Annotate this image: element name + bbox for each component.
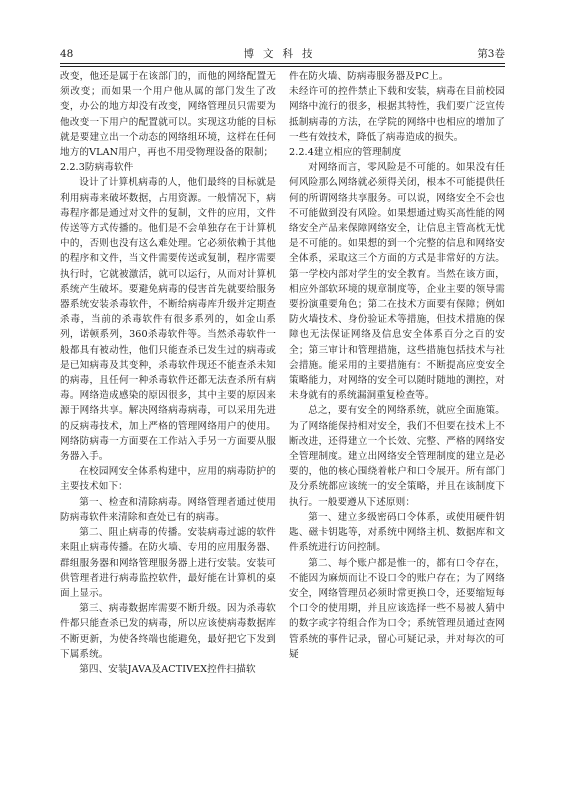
- section-heading: 2.2.4建立相应的管理制度: [289, 147, 402, 159]
- body-paragraph: 第二、阻止病毒的传播。安装病毒过滤的软件来阻止病毒传播。在防火墙、专用的应用服务器、群组服务器和网络管理服务器上进行安装。安装可供管理者进行病毒监控软件，最好能在计算机的桌面上显示。: [60, 527, 276, 599]
- body-paragraph: 第三、病毒数据库需要不断升级。因为杀毒软件都只能查杀已发的病毒，所以应该使病毒数据库不断更新，为使各终端也能避免，最好把它下发到下属系统。: [60, 603, 276, 660]
- body-paragraph: 第二、每个账户都是惟一的，都有口令存在，不能因为麻烦而让不设口令的账户存在；为了网络安全，网络管理员必须时常更换口令，还要缩短每个口令的使用期，并且应该选择一些不易被人猜中的数字或字符组合作为口令；系统管理员通过查网管系统的事件记录，留心可疑记录，并对每次的可疑: [289, 557, 505, 660]
- body-paragraph: 在校园网安全体系构建中，应用的病毒防护的主要技术如下：: [60, 466, 276, 493]
- body-paragraph: 改变，他还是属于在该部门的，而他的网络配置无须改变；而如果一个用户他从属的部门发生了改变，办公的地方却没有改变，网络管理员只需要为他改变一下用户的配置就可以。实现这功能的目标就是要建立出一个动态的网络组环境，这样在任何地方的VLAN用户，再也不用受物理设备的限制；: [60, 71, 276, 159]
- page-header: [60, 46, 505, 62]
- body-paragraph: 未经许可的控件禁止下载和安装，病毒在目前校园网络中流行的很多，根据其特性，我们要广泛宣传抵制病毒的方法，在学院的网络中也相应的增加了一些有效技术，降低了病毒造成的损失。: [289, 86, 505, 143]
- body-paragraph: 总之，要有安全的网络系统，就应全面施策。为了网络能保持相对安全，我们不但要在技术上不断改进，还得建立一个长效、完整、严格的网络安全管理制度。建立出网络安全管理制度的建立是必要的，他的核心围绕着帐户和口令展开。所有部门及分系统都应该统一的安全策略，并且在该制度下执行。一般要遵从下述原则：: [289, 405, 505, 508]
- body-paragraph: 第四、安装JAVA及ACTIVEX控件扫描软: [79, 663, 256, 675]
- body-paragraph: 对网络而言，零风险是不可能的。如果没有任何风险那么网络就必须得关闭，根本不可能提供任何的所谓网络共享服务。可以说，网络安全不会也不可能做到没有风险。如果想通过购买高性能的网络安全产品来保障网络安全，让信息主管高枕无忧是不可能的。如果想的到一个完整的信息和网络安全体系，采取这三个方面的方式是非常好的方法。第一学校内部对学生的安全教育。当然在该方面，相应外部软环境的规章制度等，企业主要的领导需要扮演重要角色；第二在技术方面要有保障；例如防火墙技术、身份验证术等措施，但技术措施的保障也无法保证网络及信息安全体系百分之百的安全；第三审计和管理措施，这些措施包括技术与社会措施。能采用的主要措施有：不断提高应变安全策略能力，对网络的安全可以随时随地的测控，对未身就有的系统漏洞重复检查等。: [289, 162, 505, 402]
- body-paragraph: 第一、检查和清除病毒。网络管理者通过使用防病毒软件来清除和查处已有的病毒。: [60, 496, 276, 523]
- section-heading: 2.2.3防病毒软件: [60, 162, 134, 174]
- right-column: [289, 69, 505, 662]
- header-rule-thin: [60, 66, 505, 67]
- body-paragraph: 设计了计算机病毒的人，他们最终的目标就是利用病毒来破坏数据，占用资源。一般情况下，病毒程序都是通过对文件的复制，文件的应用，文件传送等方式传播的。他们是不会单独存在于计算机中的，否则也没有这么难处理。它必须依赖于其他的程序和文件，当文件需要传送或复制，程序需要执行时，它就被激活，就可以运行，从而对计算机系统产生破坏。要避免病毒的侵害首先就要给服务器系统安装杀毒软件，不断给病毒库升级并定期查杀毒，当前的杀毒软件有很多系列的，如金山系列，诺顿系列，360杀毒软件等。当然杀毒软件一般都具有被动性，他们只能查杀已发生过的病毒或是已知病毒及其变种，杀毒软件现还不能查杀未知的病毒，且任何一种杀毒软件还都无法查杀所有病毒。网络造成感染的原因很多，其中主要的原因来源于网络共享。解决网络病毒病毒，可以采用先进的反病毒技术，加上严格的管理网络用户的使用。网络防病毒一方面要在工作站入手另一方面要从服务器入手。: [60, 177, 276, 463]
- header-rule-thick: [60, 63, 505, 64]
- body-paragraph: 件在防火墙、防病毒服务器及PC上。: [289, 71, 449, 82]
- journal-title: 博文科技: [243, 48, 322, 60]
- page-number: 48: [60, 48, 74, 60]
- body-paragraph: 第一、建立多级密码口令体系，或使用硬件钥匙、磁卡钥匙等，对系统中网络主机、数据库和文件系统进行访问控制。: [289, 511, 505, 554]
- left-column: [60, 69, 276, 677]
- volume-label: 第3卷: [477, 48, 505, 60]
